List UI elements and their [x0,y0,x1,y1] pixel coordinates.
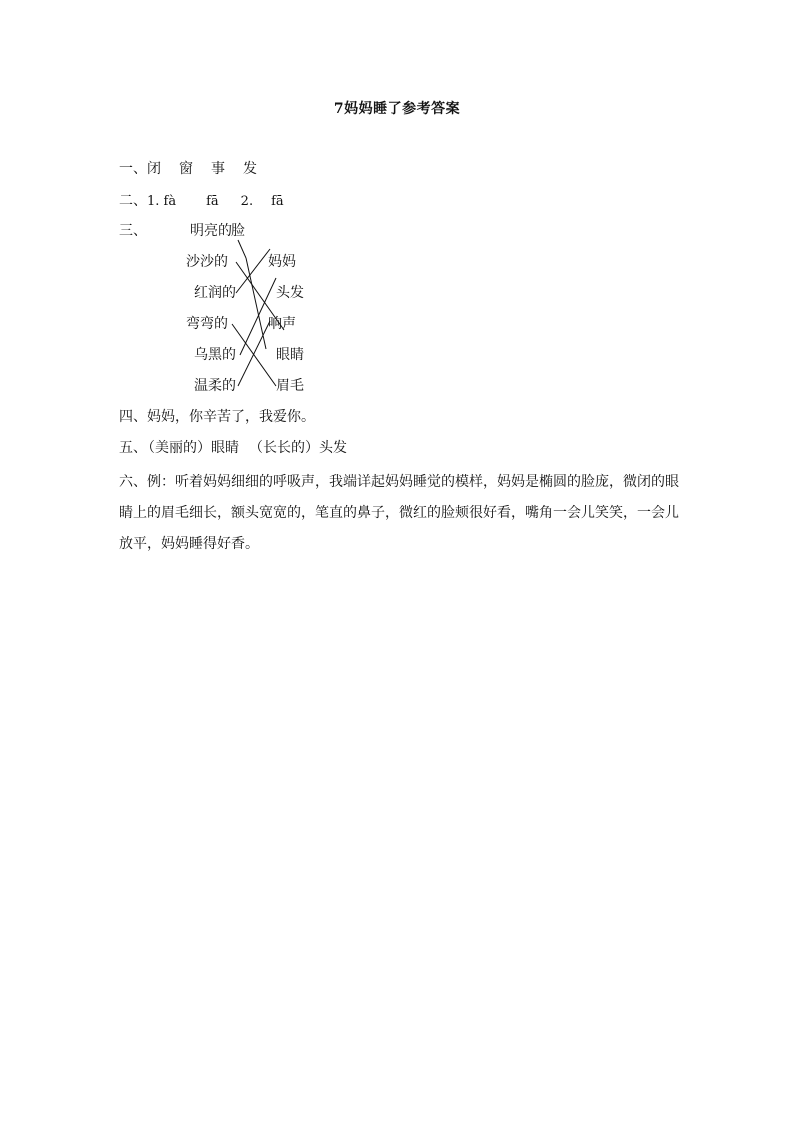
match-line [240,278,276,355]
q4-label: 四、 [119,409,147,425]
question-6 [119,467,679,560]
q5-answer-b: （长长的）头发 [249,440,347,456]
match-right-item: 妈妈 [268,254,296,270]
q1-answer-1: 闭 [147,161,161,177]
match-left-item: 沙沙的 [186,254,228,270]
match-left-item: 弯弯的 [186,316,228,332]
match-left-item: 温柔的 [194,378,236,394]
q2-label: 二、 [119,193,147,209]
q2-part1: 1. fà [147,194,177,209]
q2-part2b: fā [271,194,284,209]
match-right-item: 脸 [231,223,245,239]
match-left-item: 红润的 [194,285,236,301]
match-right-item: 眼睛 [276,347,304,363]
q6-label: 六、 [119,474,147,490]
q3-label: 三、 [119,223,147,239]
q5-label: 五、 [119,440,147,456]
q1-answer-2: 窗 [179,161,193,177]
match-left-item: 明亮的 [190,223,232,239]
match-left-item: 乌黑的 [194,347,236,363]
match-right-item: 眉毛 [276,378,304,394]
q1-answer-3: 事 [211,161,225,177]
match-right-item: 头发 [276,285,304,301]
q2-part2: 2. [240,194,254,209]
page-title: 7妈妈睡了参考答案 [333,101,461,117]
q5-answer-a: （美丽的）眼睛 [141,440,239,456]
q1-answer-4: 发 [243,161,257,177]
q2-part1b: fā [206,194,219,209]
match-line [238,240,246,258]
question-5 [119,439,347,457]
match-line [238,321,270,386]
match-right-item: 响声 [268,316,296,332]
q6-answer: 例：听着妈妈细细的呼吸声，我端详起妈妈睡觉的模样，妈妈是椭圆的脸庞，微闭的眼睛上的眉毛细长，额头宽宽的，笔直的鼻子，微红的脸颊很好看，嘴角一会儿笑笑，一会儿放平，妈妈睡得好香。 [119,474,679,552]
question-4 [119,408,315,426]
match-line [232,324,276,386]
q1-label: 一、 [119,161,147,177]
q4-answer: 妈妈，你辛苦了，我爱你。 [147,409,315,425]
